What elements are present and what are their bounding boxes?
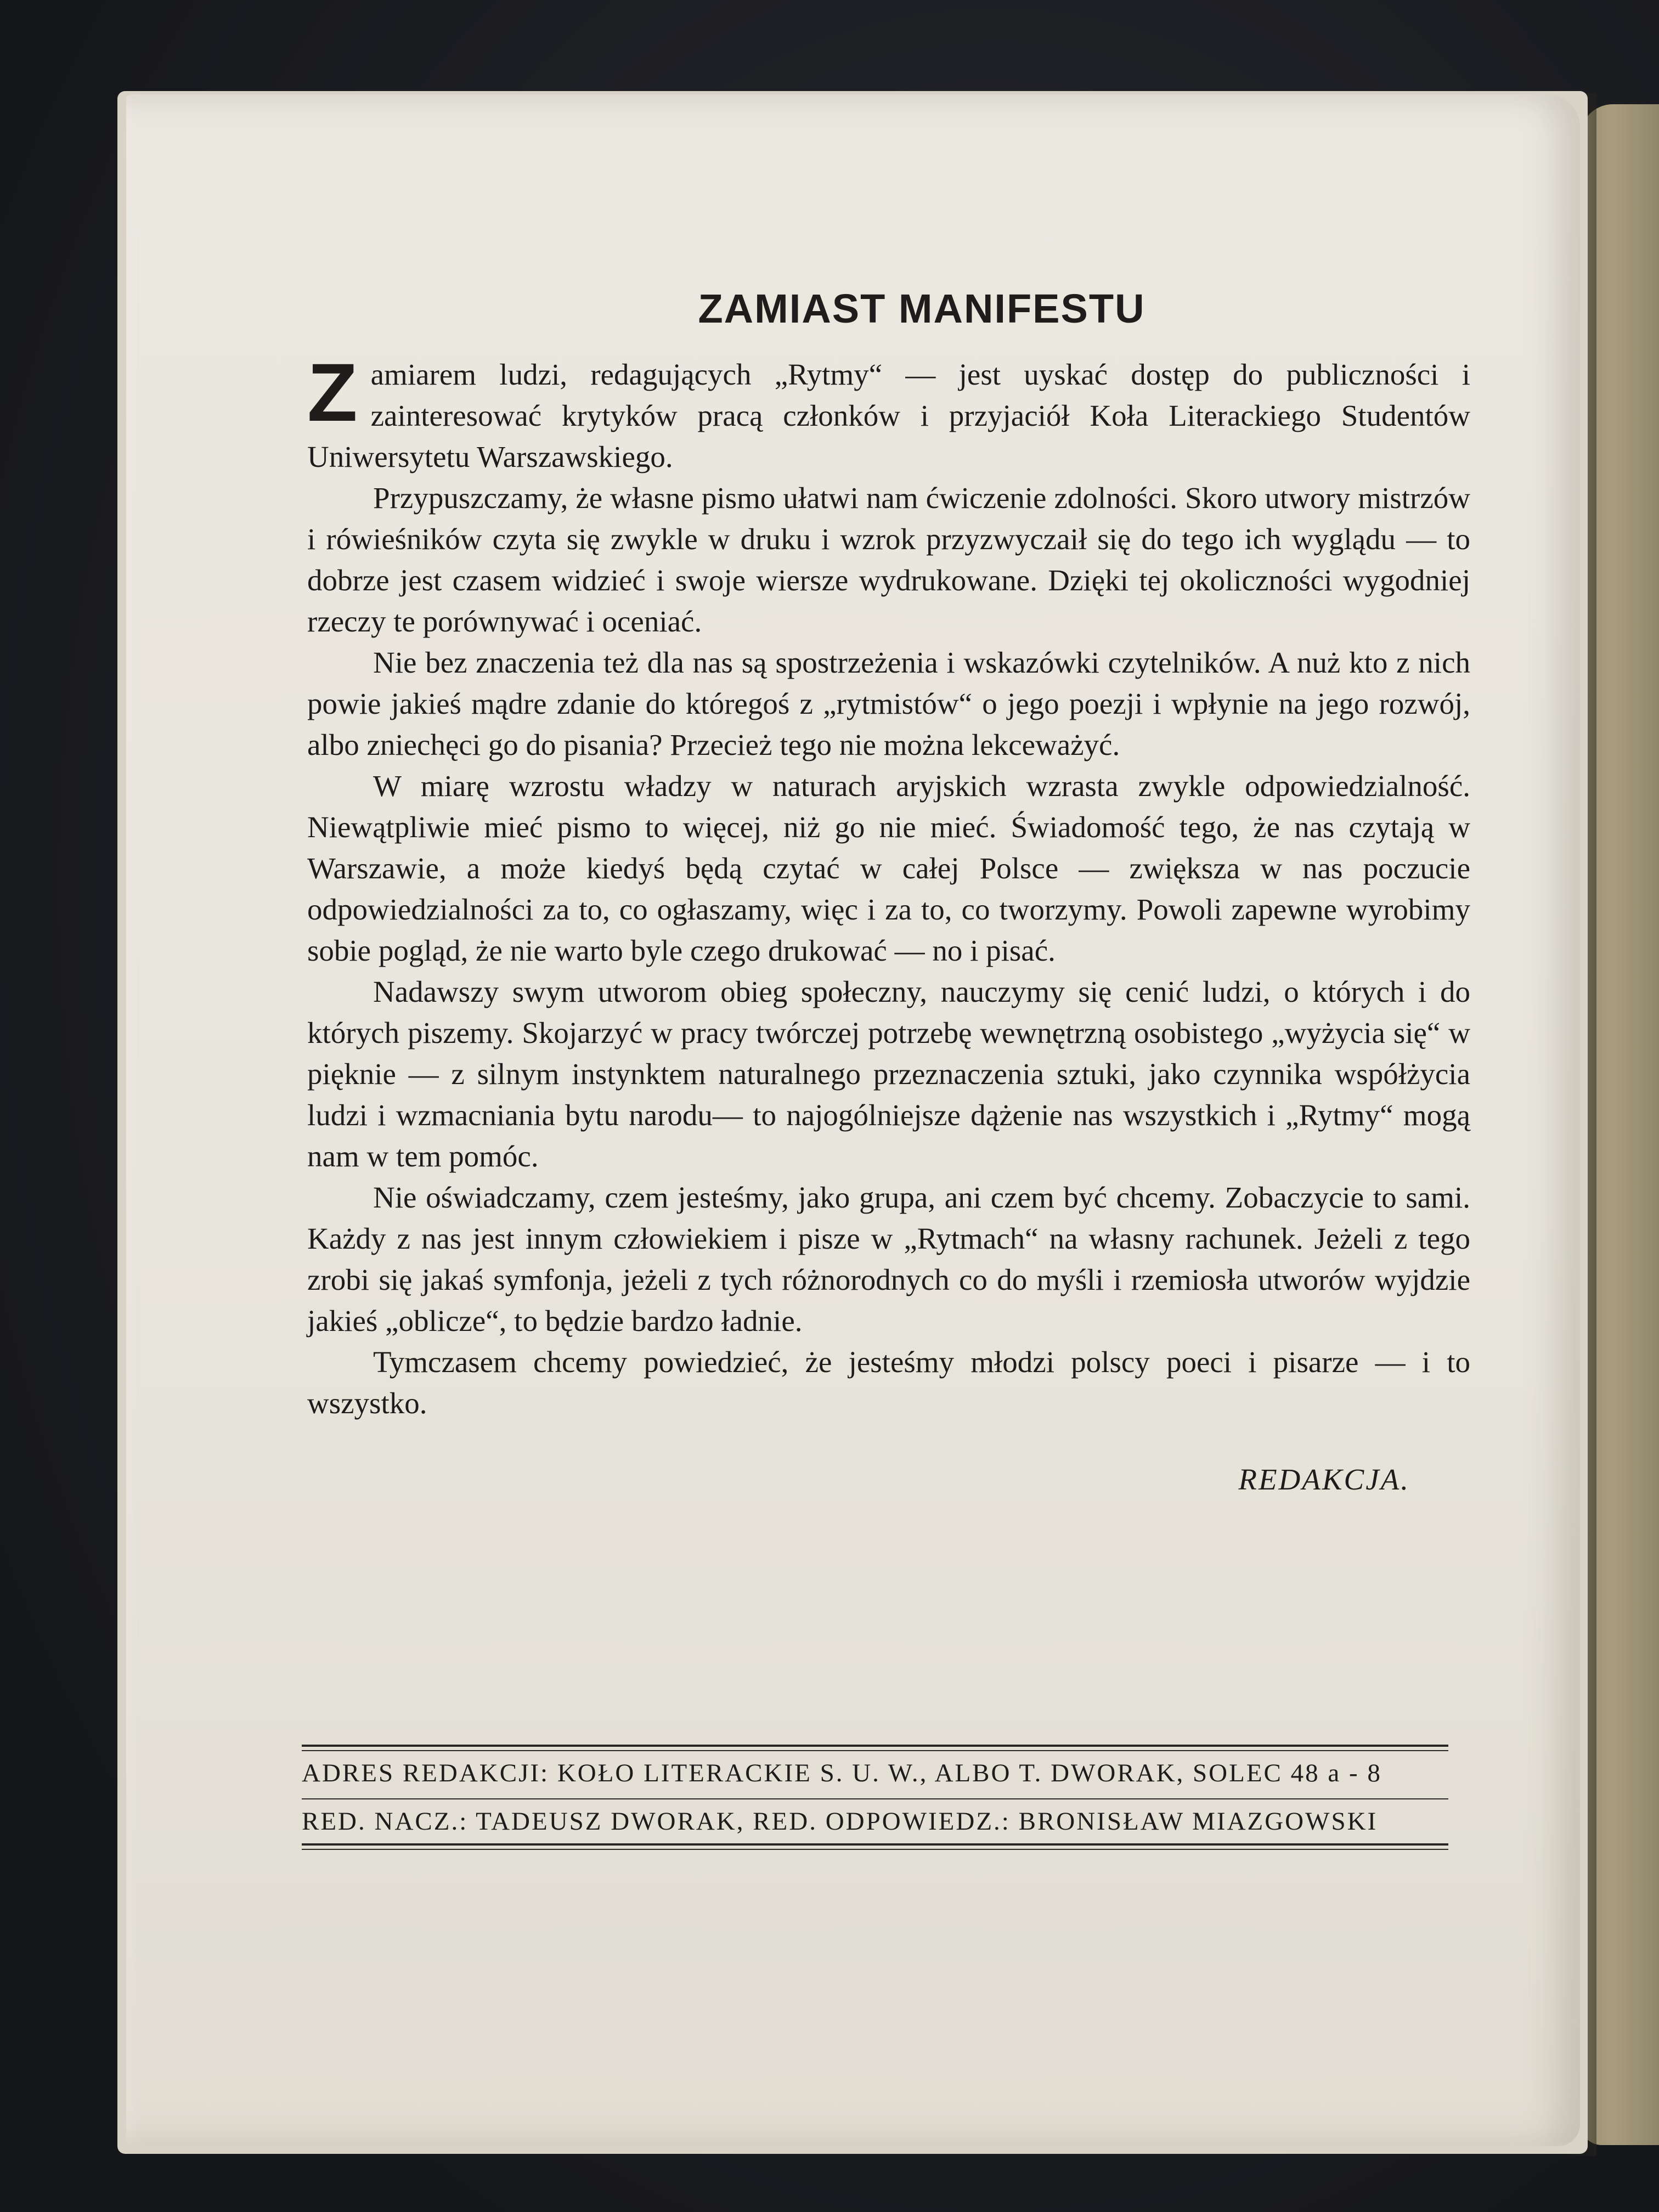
footer-rule-top	[302, 1745, 1448, 1747]
paragraph-6: Nie oświadczamy, czem jesteśmy, jako grupa, ani czem być chcemy. Zobaczycie to sami. Każdy z nas jest innym człowiekiem i pisze w „Rytmach“ na własny rachunek. Jeżeli z tego zrobi się jakaś symfonja, jeżeli z tych różnorodnych co do myśli i rzemiosła utworów wyjdzie jakieś „oblicze“, to będzie bardzo ładnie.	[307, 1181, 1470, 1338]
drop-cap: Z	[307, 346, 358, 438]
signature: REDAKCJA.	[1238, 1463, 1410, 1496]
page-content	[307, 285, 1470, 1497]
paragraph-2: Przypuszczamy, że własne pismo ułatwi nam ćwiczenie zdolności. Skoro utwory mistrzów i rówieśników czyta się zwykle w druku i wzrok przyzwyczaił się do tego ich wyglądu — to dobrze jest czasem widzieć i swoje wiersze wydrukowane. Dzięki tej okoliczności wygodniej rzeczy te porównywać i oceniać.	[307, 481, 1470, 638]
footer-rule-bottom-thin	[302, 1849, 1448, 1850]
paragraph-1-text: amiarem ludzi, redagujących „Rytmy“ — jest uyskać dostęp do publiczności i zainteresować krytyków pracą członków i przyjaciół Koła Literackiego Studentów Uniwersytetu Warszawskiego.	[307, 358, 1470, 473]
footer-rule-bottom	[302, 1843, 1448, 1846]
paragraph-7: Tymczasem chcemy powiedzieć, że jesteśmy młodzi polscy poeci i pisarze — i to wszystko.	[307, 1345, 1470, 1420]
paragraph-3: Nie bez znaczenia też dla nas są spostrzeżenia i wskazówki czytelników. A nuż kto z nich powie jakieś mądre zdanie do któregoś z „rytmistów“ o jego poezji i wpłynie na jego rozwój, albo zniechęci go do pisania? Przecież tego nie można lekceważyć.	[307, 646, 1470, 761]
page-title: ZAMIAST MANIFESTU	[698, 286, 1146, 331]
paragraph-5: Nadawszy swym utworom obieg społeczny, nauczymy się cenić ludzi, o których i do których piszemy. Skojarzyć w pracy twórczej potrzebę wewnętrzną osobistego „wyżycia się“ w pięknie — z silnym instynktem naturalnego przeznaczenia sztuki, jako czynnika współżycia ludzi i wzmacniania bytu narodu— to najogólniejsze dążenie nas wszystkich i „Rytmy“ mogą nam w tem pomóc.	[307, 975, 1470, 1173]
article-body	[307, 346, 1470, 1424]
paragraph-4: W miarę wzrostu władzy w naturach aryjskich wzrasta zwykle odpowiedzialność. Niewątpliwie mieć pismo to więcej, niż go nie mieć. Świadomość tego, że nas czytają w Warszawie, a może kiedyś będą czytać w całej Polsce — zwiększa w nas poczucie odpowiedzialności za to, co ogłaszamy, więc i za to, co tworzymy. Powoli zapewne wyrobimy sobie pogląd, że nie warto byle czego drukować — no i pisać.	[307, 769, 1470, 967]
colophon	[302, 1745, 1448, 1850]
address-line: ADRES REDAKCJI: KOŁO LITERACKIE S. U. W., ALBO T. DWORAK, SOLEC 48 a - 8	[302, 1759, 1382, 1787]
paragraph-1	[307, 346, 1470, 477]
editors-line: RED. NACZ.: TADEUSZ DWORAK, RED. ODPOWIEDZ.: BRONISŁAW MIAZGOWSKI	[302, 1807, 1378, 1836]
